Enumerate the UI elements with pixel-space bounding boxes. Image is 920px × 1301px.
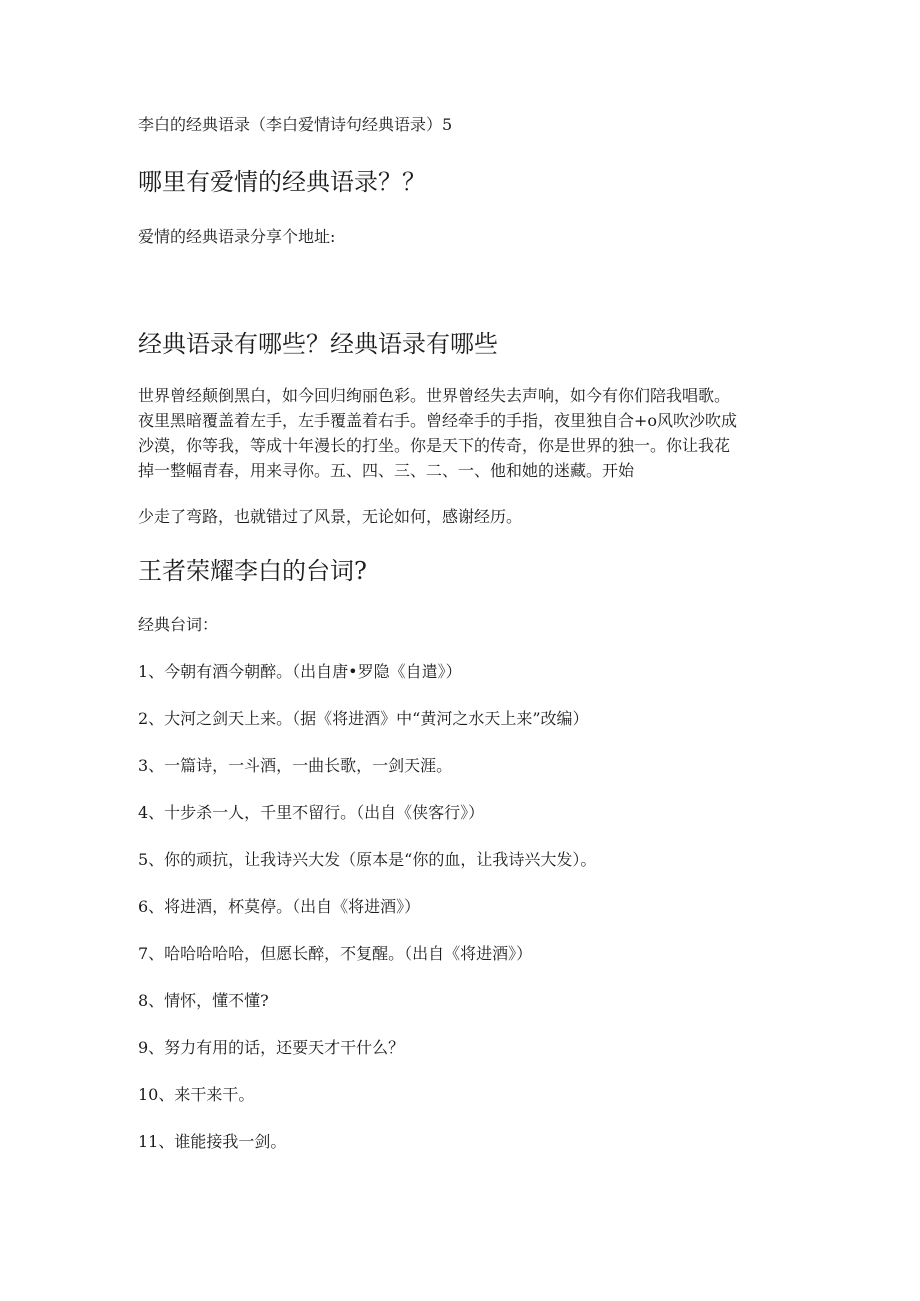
love-quotes-text: 爱情的经典语录分享个地址: xyxy=(138,227,336,246)
lines-intro: 经典台词： xyxy=(138,615,219,634)
heading-classic-quotes: 经典语录有哪些？经典语录有哪些 xyxy=(138,330,498,358)
heading-love-quotes: 哪里有爱情的经典语录？？ xyxy=(138,168,426,196)
paragraph-line: 世界曾经颠倒黑白，如今回归绚丽色彩。世界曾经失去声响，如今有你们陪我唱歌。 xyxy=(138,386,731,405)
paragraph-line: 掉一整幅青春，用来寻你。五、四、三、二、一、他和她的迷藏。开始 xyxy=(138,461,635,480)
classic-quotes-text2: 少走了弯路，也就错过了风景，无论如何，感谢经历。 xyxy=(138,507,523,526)
heading-li-bai-lines: 王者荣耀李白的台词? xyxy=(138,557,367,585)
list-item: 3、一篇诗，一斗酒，一曲长歌，一剑天涯。 xyxy=(138,756,453,775)
list-item: 6、将进酒，杯莫停。（出自《将进酒》） xyxy=(138,897,421,916)
list-item: 7、哈哈哈哈哈，但愿长醉，不复醒。（出自《将进酒》） xyxy=(138,944,533,963)
paragraph-line: 沙漠，你等我，等成十年漫长的打坐。你是天下的传奇，你是世界的独一。你让我花 xyxy=(138,436,731,455)
document-title: 李白的经典语录（李白爱情诗句经典语录）5 xyxy=(138,115,453,134)
list-item: 8、情怀，懂不懂? xyxy=(138,991,269,1010)
list-item: 5、你的顽抗，让我诗兴大发（原本是“你的血，让我诗兴大发）。 xyxy=(138,850,597,869)
list-item: 2、大河之剑天上来。（据《将进酒》中“黄河之水天上来”改编） xyxy=(138,709,589,728)
list-item: 4、十步杀一人，千里不留行。（出自《侠客行》） xyxy=(138,803,485,822)
list-item: 1、今朝有酒今朝醉。（出自唐•罗隐《自遣》） xyxy=(138,662,462,681)
classic-quotes-paragraph xyxy=(138,383,778,483)
list-item: 11、谁能接我一剑。 xyxy=(138,1132,287,1151)
list-item: 10、来干来干。 xyxy=(138,1085,255,1104)
list-item: 9、努力有用的话，还要天才干什么？ xyxy=(138,1038,405,1057)
paragraph-line: 夜里黑暗覆盖着左手，左手覆盖着右手。曾经牵手的手指，夜里独自合+o风吹沙吹成 xyxy=(138,411,738,430)
